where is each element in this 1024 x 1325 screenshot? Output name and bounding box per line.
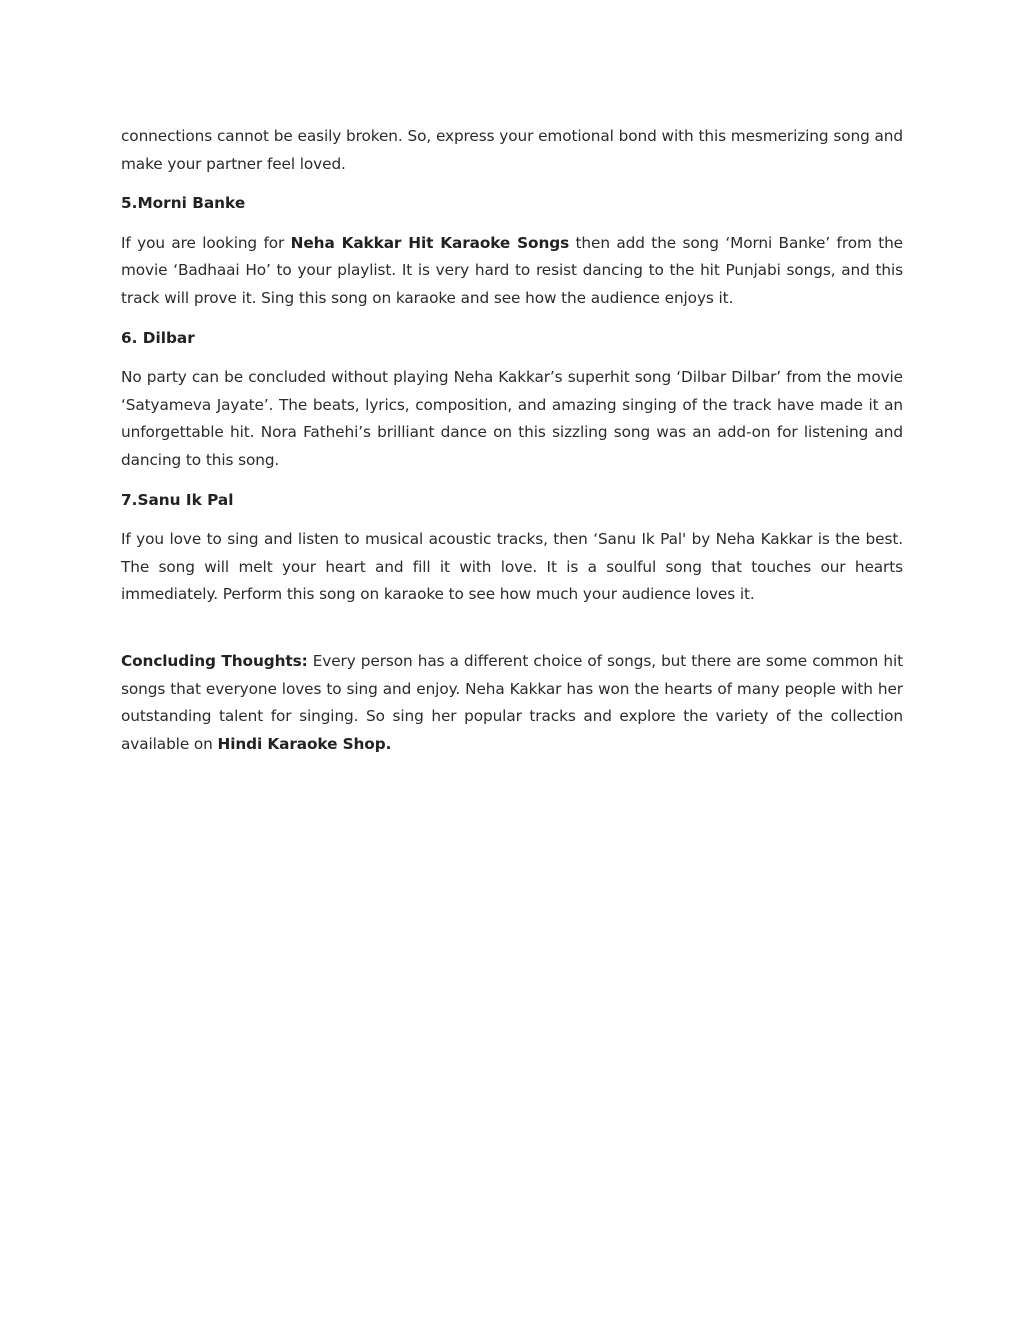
intro-paragraph: connections cannot be easily broken. So, express your emotional bond with this mesmerizing song and make your partner feel loved. — [121, 127, 903, 173]
conclusion-label: Concluding Thoughts: — [121, 651, 308, 670]
section-paragraph-sanu-ik-pal: If you love to sing and listen to musical acoustic tracks, then ‘Sanu Ik Pal' by Neha Kakkar is the best. The song will melt your heart and fill it with love. It is a soulful song that touches our hearts immediately. Perform this song on karaoke to see how much your audience loves it. — [121, 530, 903, 604]
conclusion-paragraph — [121, 648, 903, 758]
section-heading-morni-banke: 5.Morni Banke — [121, 194, 246, 213]
section-heading-dilbar: 6. Dilbar — [121, 328, 195, 347]
paragraph-text: If you are looking for — [121, 233, 291, 252]
spacer — [121, 621, 903, 648]
paragraph-text: then add the song ‘Morni Banke’ from the movie ‘Badhaai Ho’ to your playlist. It is very hard to resist dancing to the hit Punjabi songs, and this track will prove it. Sing this song on karaoke and see how the audience enjoys it. — [121, 233, 903, 307]
shop-name: Hindi Karaoke Shop. — [217, 734, 392, 753]
section-paragraph-dilbar: No party can be concluded without playing Neha Kakkar’s superhit song ‘Dilbar Dilbar’ from the movie ‘Satyameva Jayate’. The beats, lyrics, composition, and amazing singing of the track have made it an unforgettable hit. Nora Fathehi’s brilliant dance on this sizzling song was an add-on for listening and dancing to this song. — [121, 368, 903, 469]
section-heading-sanu-ik-pal: 7.Sanu Ik Pal — [121, 490, 234, 509]
document-page — [121, 123, 903, 770]
section-paragraph-morni-banke — [121, 230, 903, 313]
conclusion-text: Every person has a different choice of songs, but there are some common hit songs that everyone loves to sing and enjoy. Neha Kakkar has won the hearts of many people with her outstanding talent for singing. So sing her popular tracks and explore the variety of the collection available on — [121, 651, 903, 753]
bold-keyword: Neha Kakkar Hit Karaoke Songs — [290, 233, 570, 252]
